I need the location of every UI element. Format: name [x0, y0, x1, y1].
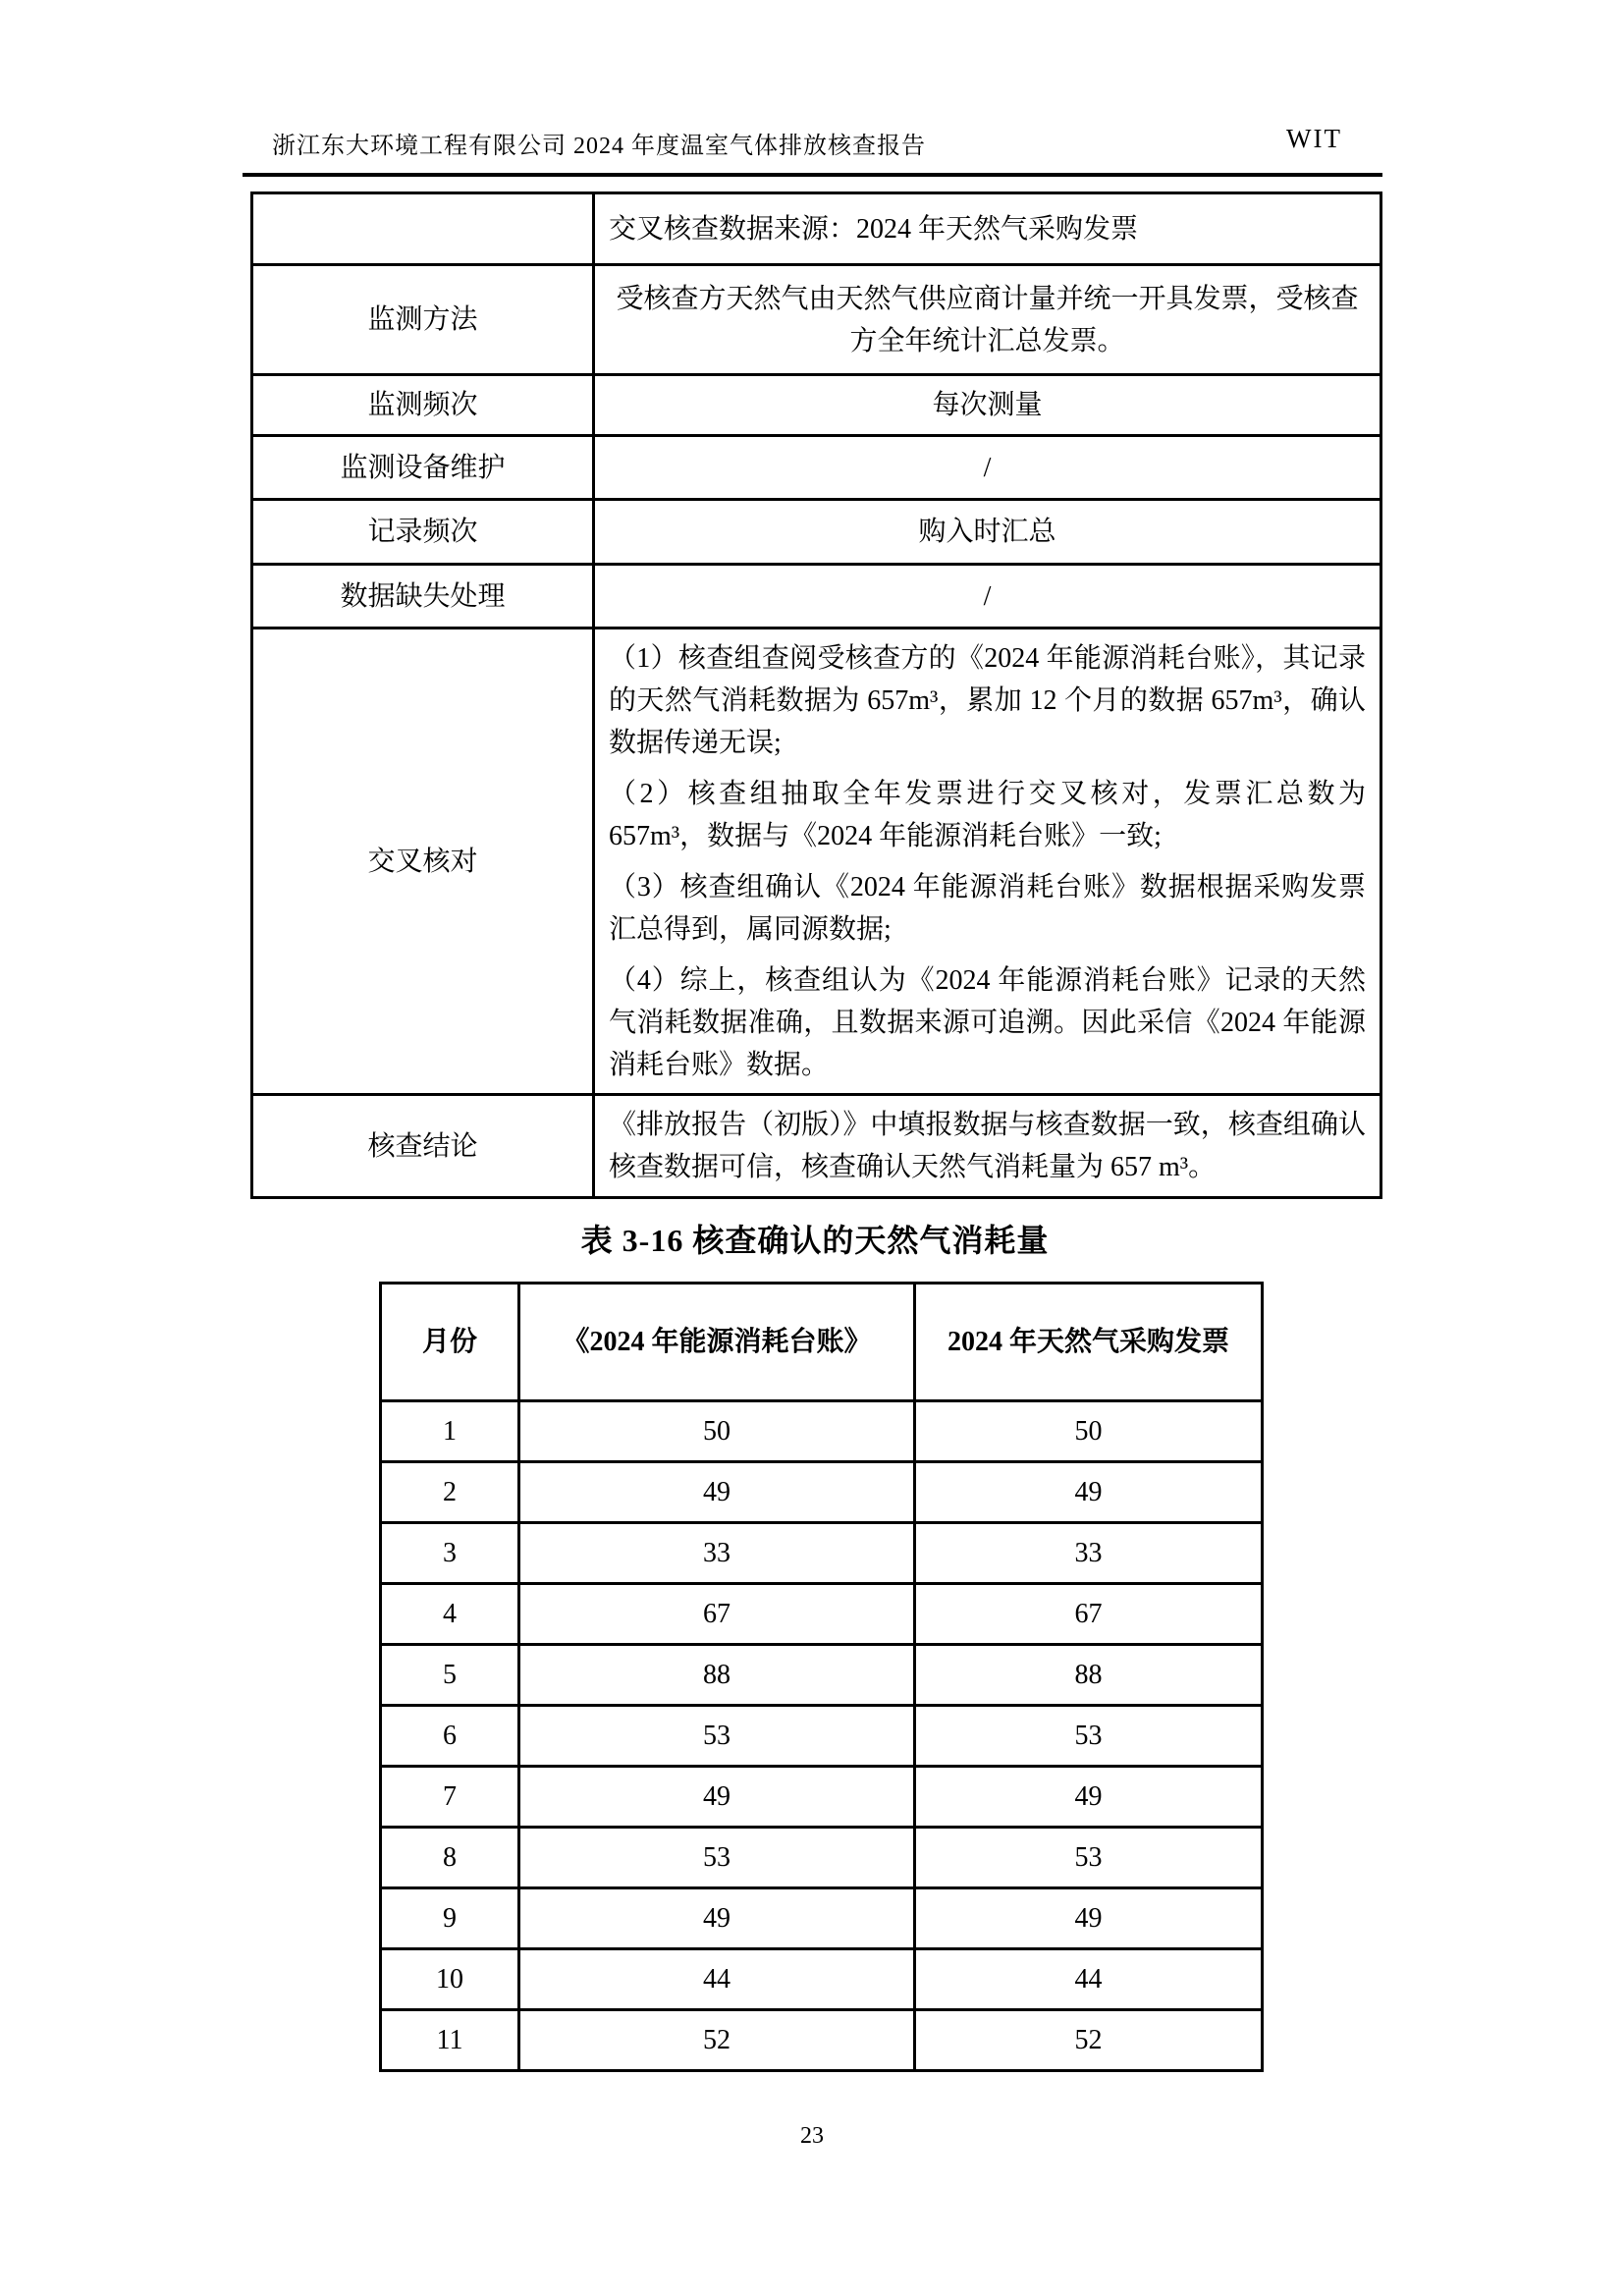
row-label: 监测频次	[252, 375, 594, 436]
column-header-ledger: 《2024 年能源消耗台账》	[519, 1284, 915, 1401]
invoice-value-cell: 49	[915, 1767, 1263, 1828]
table-3-16-title: 表 3-16 核查确认的天然气消耗量	[580, 1223, 1050, 1258]
ledger-value-cell: 88	[519, 1645, 915, 1706]
table-row	[381, 1523, 1263, 1584]
invoice-value-cell: 53	[915, 1828, 1263, 1888]
column-header-invoice: 2024 年天然气采购发票	[915, 1284, 1263, 1401]
table-row	[252, 629, 1381, 1095]
ledger-value-cell: 44	[519, 1949, 915, 2010]
invoice-value-cell: 53	[915, 1706, 1263, 1767]
month-cell: 9	[381, 1888, 519, 1949]
ledger-value-cell: 49	[519, 1767, 915, 1828]
table-row	[381, 1888, 1263, 1949]
table-row	[252, 565, 1381, 629]
invoice-value-cell: 67	[915, 1584, 1263, 1645]
table-row	[381, 1706, 1263, 1767]
monitoring-method-cell: 受核查方天然气由天然气供应商计量并统一开具发票，受核查方全年统计汇总发票。	[594, 265, 1381, 375]
row-label: 数据缺失处理	[252, 565, 594, 629]
month-cell: 2	[381, 1462, 519, 1523]
ledger-value-cell: 49	[519, 1888, 915, 1949]
invoice-value-cell: 50	[915, 1401, 1263, 1462]
cross-verification-item-2: （2）核查组抽取全年发票进行交叉核对，发票汇总数为 657m³，数据与《2024 年能源消耗台账》一致;	[609, 778, 1366, 851]
month-cell: 1	[381, 1401, 519, 1462]
row-label: 监测设备维护	[252, 436, 594, 500]
table-row	[252, 436, 1381, 500]
page-header-logo: WIT	[1286, 124, 1342, 153]
monitoring-frequency-cell: 每次测量	[594, 375, 1381, 436]
table-row	[252, 1095, 1381, 1198]
table-row	[381, 1828, 1263, 1888]
invoice-value-cell: 49	[915, 1888, 1263, 1949]
invoice-value-cell: 33	[915, 1523, 1263, 1584]
monitoring-table	[250, 191, 1382, 1199]
ledger-value-cell: 53	[519, 1828, 915, 1888]
cross-verification-item-4: （4）综上，核查组认为《2024 年能源消耗台账》记录的天然气消耗数据准确，且数据来源可追溯。因此采信《2024 年能源消耗台账》数据。	[609, 964, 1366, 1080]
ledger-value-cell: 53	[519, 1706, 915, 1767]
header-divider	[243, 173, 1382, 177]
ledger-value-cell: 33	[519, 1523, 915, 1584]
verification-conclusion-cell: 《排放报告（初版）》中填报数据与核查数据一致，核查组确认核查数据可信，核查确认天然气消耗量为 657 m³。	[594, 1095, 1381, 1198]
cross-verification-item-1: （1）核查组查阅受核查方的《2024 年能源消耗台账》，其记录的天然气消耗数据为 657m³，累加 12 个月的数据 657m³，确认数据传递无误;	[609, 642, 1366, 758]
table-row	[381, 2010, 1263, 2071]
cross-check-source-cell: 交叉核查数据来源：2024 年天然气采购发票	[594, 193, 1381, 265]
month-cell: 8	[381, 1828, 519, 1888]
row-label: 核查结论	[252, 1095, 594, 1198]
missing-data-cell: /	[594, 565, 1381, 629]
page-header-title: 浙江东大环境工程有限公司 2024 年度温室气体排放核查报告	[272, 134, 926, 159]
page-number: 23	[800, 2123, 824, 2149]
row-label	[252, 193, 594, 265]
invoice-value-cell: 44	[915, 1949, 1263, 2010]
table-header-row	[381, 1284, 1263, 1401]
gas-consumption-table	[379, 1282, 1264, 2072]
table-row	[252, 193, 1381, 265]
table-row	[381, 1462, 1263, 1523]
month-cell: 3	[381, 1523, 519, 1584]
table-row	[381, 1645, 1263, 1706]
table-row	[381, 1949, 1263, 2010]
month-cell: 11	[381, 2010, 519, 2071]
table-row	[252, 500, 1381, 565]
ledger-value-cell: 49	[519, 1462, 915, 1523]
table-row	[252, 375, 1381, 436]
month-cell: 4	[381, 1584, 519, 1645]
table-row	[381, 1401, 1263, 1462]
table-row	[381, 1584, 1263, 1645]
table-row	[252, 265, 1381, 375]
ledger-value-cell: 67	[519, 1584, 915, 1645]
row-label: 交叉核对	[252, 629, 594, 1095]
invoice-value-cell: 49	[915, 1462, 1263, 1523]
cross-verification-cell	[594, 629, 1381, 1095]
record-frequency-cell: 购入时汇总	[594, 500, 1381, 565]
ledger-value-cell: 52	[519, 2010, 915, 2071]
table-row	[381, 1767, 1263, 1828]
month-cell: 10	[381, 1949, 519, 2010]
ledger-value-cell: 50	[519, 1401, 915, 1462]
month-cell: 5	[381, 1645, 519, 1706]
row-label: 记录频次	[252, 500, 594, 565]
equipment-maintenance-cell: /	[594, 436, 1381, 500]
column-header-month: 月份	[381, 1284, 519, 1401]
cross-verification-item-3: （3）核查组确认《2024 年能源消耗台账》数据根据采购发票汇总得到，属同源数据;	[609, 871, 1366, 945]
invoice-value-cell: 52	[915, 2010, 1263, 2071]
invoice-value-cell: 88	[915, 1645, 1263, 1706]
month-cell: 6	[381, 1706, 519, 1767]
month-cell: 7	[381, 1767, 519, 1828]
row-label: 监测方法	[252, 265, 594, 375]
